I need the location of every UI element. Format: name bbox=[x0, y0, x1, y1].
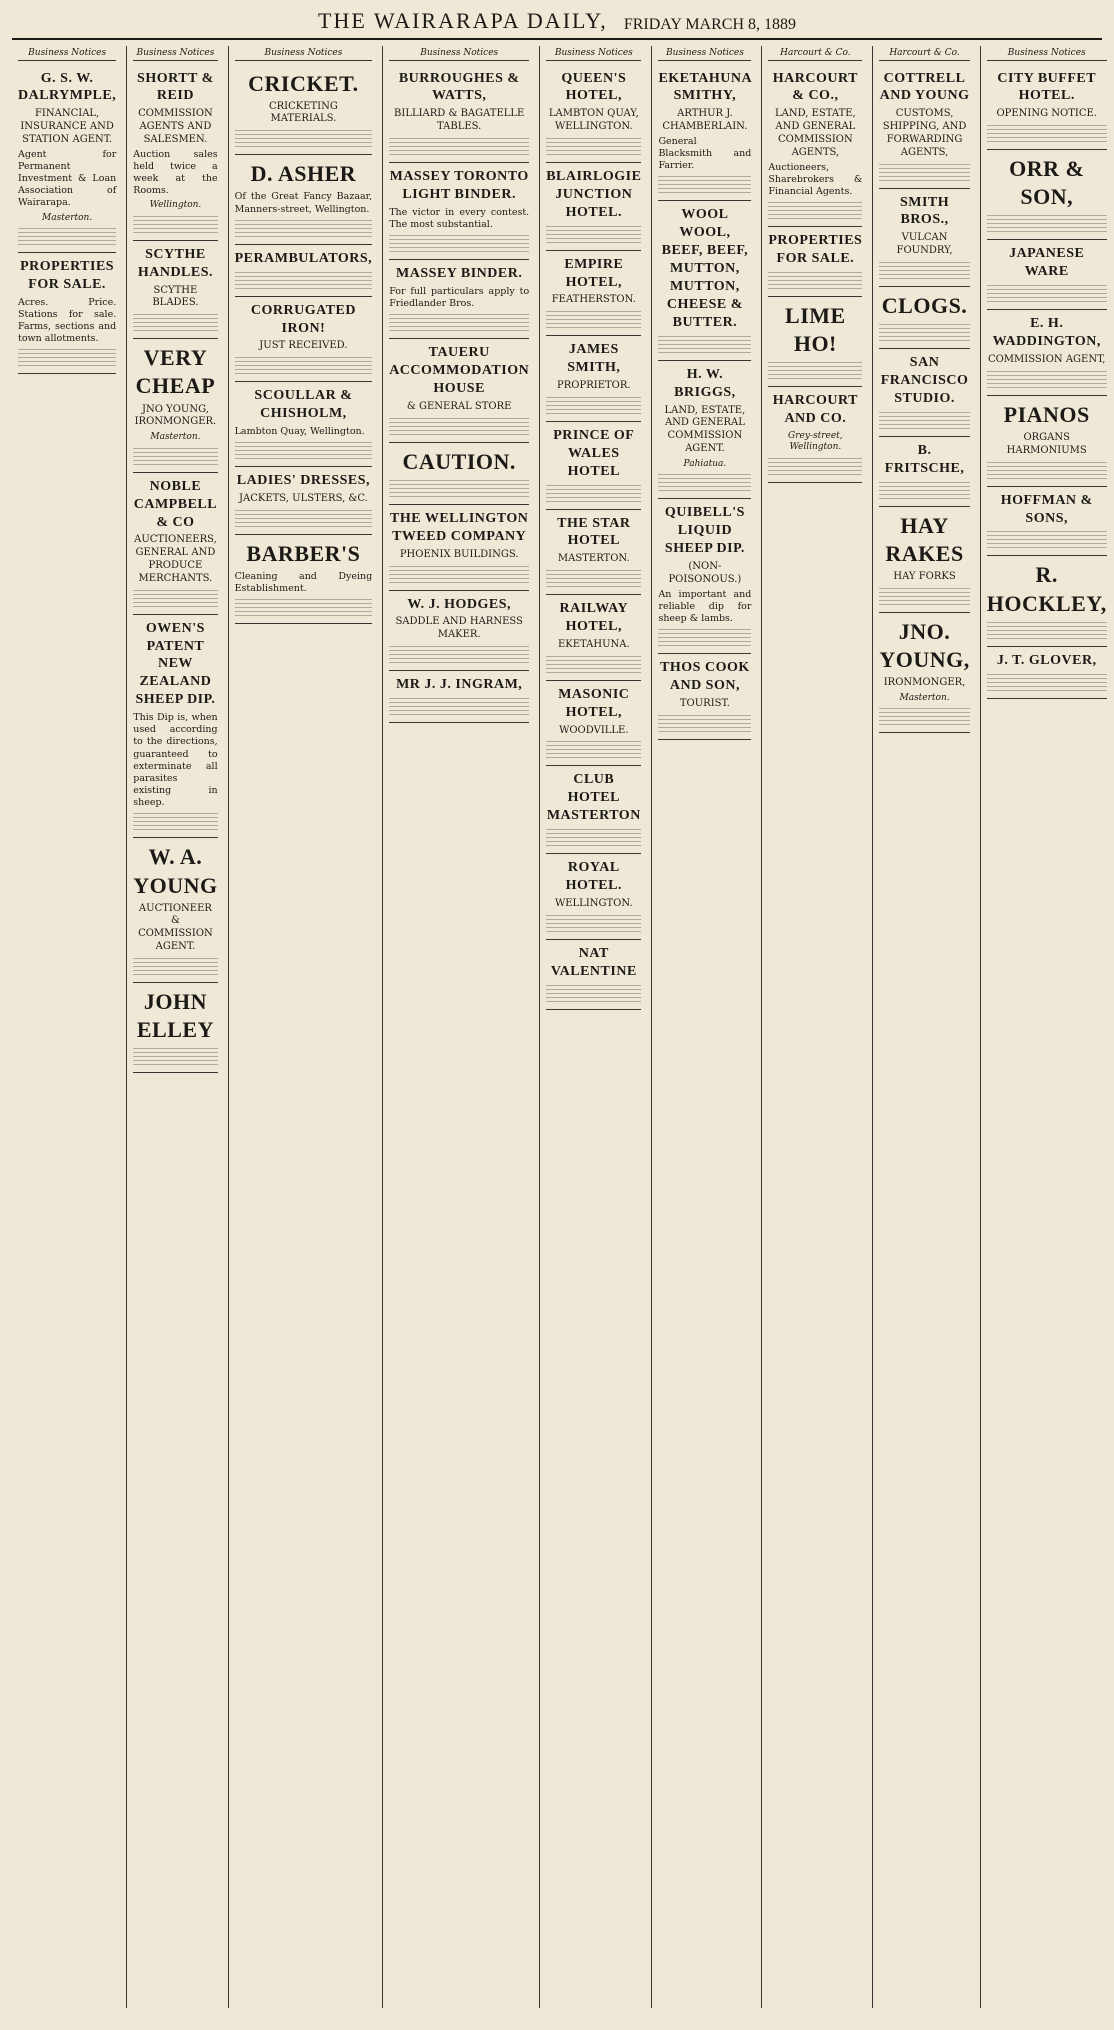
text-lines bbox=[235, 272, 373, 290]
text-lines bbox=[235, 510, 373, 528]
ad-subtitle: MASTERTON. bbox=[557, 553, 630, 565]
advertisement bbox=[546, 510, 641, 596]
ad-subtitle: TOURIST. bbox=[679, 697, 730, 709]
advertisement bbox=[768, 227, 862, 297]
text-lines bbox=[768, 458, 862, 476]
text-lines bbox=[546, 570, 641, 588]
text-lines bbox=[133, 958, 217, 976]
text-lines bbox=[389, 566, 529, 584]
advertisement bbox=[658, 361, 751, 500]
text-lines bbox=[879, 708, 969, 726]
advertisement bbox=[987, 150, 1107, 240]
ad-body: For full particulars apply to Friedlander Bros. bbox=[389, 285, 530, 310]
advertisement bbox=[658, 654, 751, 740]
text-lines bbox=[546, 138, 641, 156]
text-lines bbox=[768, 202, 862, 220]
newspaper-title: THE WAIRARAPA DAILY, bbox=[318, 8, 608, 33]
advertisement bbox=[879, 189, 969, 287]
ad-title: THE WELLINGTON TWEED COMPANY bbox=[390, 510, 529, 544]
ad-title: JAMES SMITH, bbox=[567, 342, 621, 376]
ad-title: MASSEY BINDER. bbox=[396, 266, 523, 282]
column-heading: Harcourt & Co. bbox=[768, 48, 862, 61]
text-lines bbox=[768, 362, 862, 380]
masthead bbox=[12, 8, 1102, 40]
ad-title: JAPANESE WARE bbox=[1009, 246, 1085, 280]
text-lines bbox=[879, 262, 969, 280]
text-lines bbox=[987, 531, 1107, 549]
text-lines bbox=[546, 226, 641, 244]
ad-body: The victor in every contest. The most substantial. bbox=[389, 206, 530, 230]
ad-title: CLOGS. bbox=[881, 292, 968, 318]
ad-title: VERY CHEAP bbox=[135, 345, 216, 399]
ad-title: SCYTHE HANDLES. bbox=[137, 246, 214, 280]
column-4 bbox=[382, 46, 535, 2008]
column-9 bbox=[980, 46, 1113, 2008]
ad-title: CITY BUFFET HOTEL. bbox=[997, 70, 1097, 104]
ad-location: Masterton. bbox=[899, 692, 950, 703]
ad-location: Masterton. bbox=[150, 432, 201, 443]
text-lines bbox=[133, 590, 217, 608]
column-8 bbox=[872, 46, 975, 2008]
advertisement bbox=[235, 535, 373, 624]
ad-title: J. T. GLOVER, bbox=[996, 652, 1097, 668]
text-lines bbox=[389, 480, 529, 498]
advertisement bbox=[389, 505, 529, 591]
advertisement bbox=[235, 245, 373, 297]
ad-title: BLAIRLOGIE JUNCTION HOTEL. bbox=[546, 168, 642, 220]
ad-title: CORRUGATED IRON! bbox=[250, 302, 356, 336]
text-lines bbox=[658, 474, 751, 492]
ad-title: PIANOS bbox=[1003, 401, 1090, 427]
ad-title: TAUERU ACCOMMODATION HOUSE bbox=[389, 345, 530, 397]
ad-location: Grey-street, Wellington. bbox=[788, 430, 843, 453]
advertisement bbox=[133, 241, 217, 339]
column-7 bbox=[761, 46, 868, 2008]
advertisement bbox=[235, 65, 373, 156]
ad-title: JOHN ELLEY bbox=[136, 988, 214, 1043]
advertisement bbox=[879, 349, 969, 437]
advertisement bbox=[987, 556, 1107, 646]
column-heading: Business Notices bbox=[389, 48, 529, 61]
advertisement bbox=[879, 65, 969, 189]
advertisement bbox=[235, 382, 373, 467]
ad-subtitle: FEATHERSTON. bbox=[551, 294, 636, 306]
text-lines bbox=[546, 915, 641, 933]
column-heading: Business Notices bbox=[133, 48, 217, 61]
ad-title: QUEEN'S HOTEL, bbox=[561, 70, 627, 104]
text-lines bbox=[133, 813, 217, 831]
ad-subtitle: SADDLE AND HARNESS MAKER. bbox=[395, 616, 523, 641]
ad-title: W. A. YOUNG bbox=[133, 844, 218, 898]
ad-title: PROPERTIES FOR SALE. bbox=[20, 259, 115, 292]
ad-title: D. ASHER bbox=[250, 161, 357, 187]
ad-body: Of the Great Fancy Bazaar, Manners-street, Wellington. bbox=[234, 191, 373, 215]
text-lines bbox=[235, 220, 373, 238]
ad-title: G. S. W. DALRYMPLE, bbox=[18, 70, 117, 104]
ad-subtitle: CUSTOMS, SHIPPING, AND FORWARDING AGENTS, bbox=[882, 108, 967, 158]
advertisement bbox=[389, 671, 529, 723]
ad-subtitle: EKETAHUNA. bbox=[557, 639, 630, 650]
text-lines bbox=[658, 176, 751, 194]
text-lines bbox=[546, 311, 641, 329]
text-lines bbox=[879, 588, 969, 606]
advertisement bbox=[546, 766, 641, 854]
advertisement bbox=[879, 613, 969, 734]
text-lines bbox=[18, 349, 116, 367]
ad-title: SHORTT & REID bbox=[137, 70, 214, 104]
advertisement bbox=[546, 940, 641, 1010]
issue-date: FRIDAY MARCH 8, 1889 bbox=[623, 16, 796, 33]
ad-body: Auctioneers, Sharebrokers & Financial Agents. bbox=[768, 161, 863, 197]
ad-body: Auction sales held twice a week at the Rooms. bbox=[133, 148, 218, 197]
text-lines bbox=[987, 215, 1107, 233]
text-lines bbox=[987, 285, 1107, 303]
text-lines bbox=[987, 622, 1107, 640]
ad-subtitle: JUST RECEIVED. bbox=[259, 340, 348, 352]
ad-title: MASONIC HOTEL, bbox=[558, 686, 630, 720]
advertisement bbox=[235, 467, 373, 535]
text-lines bbox=[546, 485, 641, 503]
ad-subtitle: PROPRIETOR. bbox=[557, 380, 631, 392]
ad-location: Wellington. bbox=[149, 200, 202, 211]
advertisement bbox=[389, 163, 529, 260]
ad-title: WOOL WOOL, BEEF, BEEF, MUTTON, MUTTON, CHEESE & BUTTER. bbox=[661, 207, 749, 330]
ad-subtitle: AUCTIONEER & COMMISSION AGENT. bbox=[138, 902, 213, 953]
advertisement bbox=[546, 336, 641, 422]
ad-subtitle: LAND, ESTATE, AND GENERAL COMMISSION AGENT. bbox=[664, 404, 746, 454]
advertisement bbox=[987, 487, 1107, 557]
ad-subtitle: AUCTIONEERS, GENERAL AND PRODUCE MERCHANTS. bbox=[134, 534, 217, 584]
columns bbox=[12, 46, 1107, 2008]
advertisement bbox=[546, 163, 641, 251]
advertisement bbox=[133, 615, 217, 839]
ad-title: BARBER'S bbox=[246, 540, 361, 566]
text-lines bbox=[879, 482, 969, 500]
ad-body: Acres. Price. Stations for sale. Farms, sections and town allotments. bbox=[18, 296, 117, 345]
ad-title: LADIES' DRESSES, bbox=[236, 473, 371, 489]
ad-title: E. H. WADDINGTON, bbox=[992, 316, 1101, 350]
text-lines bbox=[389, 646, 529, 664]
advertisement bbox=[389, 339, 529, 443]
text-lines bbox=[133, 448, 217, 466]
ad-subtitle: SCYTHE BLADES. bbox=[152, 284, 199, 309]
ad-subtitle: FINANCIAL, INSURANCE AND STATION AGENT. bbox=[20, 108, 114, 145]
advertisement bbox=[133, 65, 217, 241]
advertisement bbox=[879, 287, 969, 349]
column-heading: Harcourt & Co. bbox=[879, 48, 969, 61]
ad-subtitle: WELLINGTON. bbox=[554, 897, 633, 909]
text-lines bbox=[546, 985, 641, 1003]
ad-title: HARCOURT & CO., bbox=[772, 70, 858, 104]
ad-body: General Blacksmith and Farrier. bbox=[658, 135, 752, 172]
ad-location: Pahiatua. bbox=[683, 458, 727, 469]
text-lines bbox=[987, 125, 1107, 143]
advertisement bbox=[658, 499, 751, 654]
ad-subtitle: IRONMONGER, bbox=[883, 677, 966, 689]
text-lines bbox=[546, 741, 641, 759]
ad-subtitle: WOODVILLE. bbox=[559, 724, 629, 736]
advertisement bbox=[658, 201, 751, 360]
ad-title: CLUB HOTEL MASTERTON bbox=[546, 772, 641, 824]
column-1 bbox=[12, 46, 122, 2008]
advertisement bbox=[987, 65, 1107, 151]
ad-subtitle: LAND, ESTATE, AND GENERAL COMMISSION AGENTS, bbox=[775, 108, 856, 158]
advertisement bbox=[658, 65, 751, 202]
text-lines bbox=[235, 599, 373, 617]
ad-title: PERAMBULATORS, bbox=[234, 250, 373, 266]
text-lines bbox=[879, 164, 969, 182]
ad-subtitle: COMMISSION AGENT, bbox=[987, 354, 1106, 366]
advertisement bbox=[987, 310, 1107, 396]
ad-subtitle: (NON-POISONOUS.) bbox=[668, 560, 742, 585]
column-6 bbox=[651, 46, 757, 2008]
advertisement bbox=[546, 854, 641, 940]
ad-body: Cleaning and Dyeing Establishment. bbox=[234, 571, 373, 595]
text-lines bbox=[389, 314, 529, 332]
ad-title: SCOULLAR & CHISHOLM, bbox=[254, 388, 353, 422]
ad-subtitle: HAY FORKS bbox=[893, 570, 956, 582]
ad-subtitle: VULCAN FOUNDRY, bbox=[896, 232, 953, 257]
column-2 bbox=[126, 46, 223, 2008]
ad-body: Lambton Quay, Wellington. bbox=[234, 426, 365, 438]
ad-subtitle: LAMBTON QUAY, WELLINGTON. bbox=[548, 108, 639, 133]
ad-subtitle: BILLIARD & BAGATELLE TABLES. bbox=[394, 108, 525, 133]
ad-subtitle: CRICKETING MATERIALS. bbox=[268, 100, 338, 125]
ad-subtitle: PHOENIX BUILDINGS. bbox=[399, 548, 519, 560]
ad-title: QUIBELL'S LIQUID SHEEP DIP. bbox=[664, 505, 745, 557]
advertisement bbox=[987, 396, 1107, 487]
ad-body: This Dip is, when used according to the directions, guaranteed to exterminate all parasites existing in sheep. bbox=[133, 712, 218, 809]
ad-body: Agent for Permanent Investment & Loan Association of Wairarapa. bbox=[18, 148, 117, 209]
ad-title: MR J. J. INGRAM, bbox=[396, 677, 523, 693]
text-lines bbox=[879, 412, 969, 430]
ad-subtitle: ORGANS HARMONIUMS bbox=[1006, 432, 1087, 456]
text-lines bbox=[389, 138, 529, 156]
ad-title: THOS COOK AND SON, bbox=[660, 660, 750, 693]
ad-subtitle: ARTHUR J. CHAMBERLAIN. bbox=[662, 108, 748, 133]
ad-title: SAN FRANCISCO STUDIO. bbox=[880, 355, 969, 406]
advertisement bbox=[768, 297, 862, 387]
ad-title: RAILWAY HOTEL, bbox=[559, 601, 629, 635]
advertisement bbox=[133, 838, 217, 983]
ad-title: BURROUGHES & WATTS, bbox=[398, 70, 520, 104]
ad-body: An important and reliable dip for sheep & lambs. bbox=[658, 588, 752, 624]
ad-title: HARCOURT AND CO. bbox=[772, 393, 858, 427]
advertisement bbox=[546, 681, 641, 767]
ad-title: EKETAHUNA SMITHY, bbox=[658, 70, 753, 104]
column-heading: Business Notices bbox=[987, 48, 1107, 61]
ad-subtitle: COMMISSION AGENTS AND SALESMEN. bbox=[138, 108, 213, 145]
ad-title: W. J. HODGES, bbox=[407, 596, 511, 612]
column-5 bbox=[539, 46, 647, 2008]
text-lines bbox=[235, 130, 373, 148]
text-lines bbox=[546, 397, 641, 415]
ad-subtitle: JACKETS, ULSTERS, &C. bbox=[238, 493, 368, 505]
advertisement bbox=[879, 437, 969, 507]
advertisement bbox=[389, 65, 529, 163]
text-lines bbox=[133, 216, 217, 234]
advertisement bbox=[546, 65, 641, 163]
ad-title: THE STAR HOTEL bbox=[557, 515, 631, 549]
ad-title: PROPERTIES FOR SALE. bbox=[768, 232, 863, 266]
advertisement bbox=[235, 297, 373, 383]
ad-title: NOBLE CAMPBELL & CO bbox=[133, 478, 218, 530]
advertisement bbox=[133, 339, 217, 472]
advertisement bbox=[133, 983, 217, 1073]
advertisement bbox=[546, 251, 641, 337]
ad-location: Masterton. bbox=[42, 212, 93, 223]
advertisement bbox=[133, 473, 217, 615]
text-lines bbox=[389, 698, 529, 716]
column-heading: Business Notices bbox=[235, 48, 373, 61]
text-lines bbox=[987, 462, 1107, 480]
text-lines bbox=[658, 715, 751, 733]
advertisement bbox=[546, 595, 641, 681]
ad-title: ORR & SON, bbox=[1009, 156, 1085, 210]
advertisement bbox=[389, 443, 529, 505]
text-lines bbox=[658, 336, 751, 354]
advertisement bbox=[235, 155, 373, 244]
ad-title: MASSEY TORONTO LIGHT BINDER. bbox=[389, 168, 529, 202]
text-lines bbox=[879, 324, 969, 342]
advertisement bbox=[18, 65, 116, 254]
ad-title: ROYAL HOTEL. bbox=[565, 860, 622, 894]
ad-title: LIME HO! bbox=[785, 302, 846, 356]
advertisement bbox=[18, 253, 116, 374]
text-lines bbox=[18, 228, 116, 246]
text-lines bbox=[546, 656, 641, 674]
advertisement bbox=[389, 260, 529, 339]
text-lines bbox=[546, 829, 641, 847]
text-lines bbox=[389, 235, 529, 253]
advertisement bbox=[879, 507, 969, 613]
ad-title: B. FRITSCHE, bbox=[884, 442, 965, 476]
column-heading: Business Notices bbox=[18, 48, 116, 61]
ad-title: PRINCE OF WALES HOTEL bbox=[553, 427, 635, 479]
advertisement bbox=[987, 240, 1107, 310]
ad-title: CAUTION. bbox=[402, 448, 516, 474]
ad-subtitle: & GENERAL STORE bbox=[406, 400, 512, 412]
advertisement bbox=[987, 647, 1107, 699]
ad-title: R. HOCKLEY, bbox=[986, 562, 1107, 616]
advertisement bbox=[768, 387, 862, 483]
text-lines bbox=[987, 371, 1107, 389]
ad-title: H. W. BRIGGS, bbox=[674, 366, 736, 400]
advertisement bbox=[389, 591, 529, 672]
text-lines bbox=[235, 357, 373, 375]
text-lines bbox=[133, 1048, 217, 1066]
ad-title: COTTRELL AND YOUNG bbox=[879, 70, 970, 104]
text-lines bbox=[987, 674, 1107, 692]
text-lines bbox=[389, 418, 529, 436]
text-lines bbox=[235, 442, 373, 460]
ad-title: HAY RAKES bbox=[885, 512, 964, 566]
column-3 bbox=[228, 46, 379, 2008]
ad-title: NAT VALENTINE bbox=[550, 945, 637, 979]
text-lines bbox=[133, 314, 217, 332]
advertisement bbox=[768, 65, 862, 227]
ad-subtitle: JNO YOUNG, IRONMONGER. bbox=[134, 403, 217, 428]
ad-title: OWEN'S PATENT NEW ZEALAND SHEEP DIP. bbox=[135, 620, 216, 708]
column-heading: Business Notices bbox=[658, 48, 751, 61]
advertisement bbox=[546, 422, 641, 510]
ad-title: CRICKET. bbox=[248, 70, 359, 96]
ad-title: JNO. YOUNG, bbox=[879, 618, 970, 672]
ad-title: SMITH BROS., bbox=[899, 194, 950, 228]
text-lines bbox=[768, 272, 862, 290]
text-lines bbox=[658, 629, 751, 647]
ad-subtitle: OPENING NOTICE. bbox=[996, 108, 1097, 120]
ad-title: HOFFMAN & SONS, bbox=[1000, 492, 1093, 526]
column-heading: Business Notices bbox=[546, 48, 641, 61]
ad-title: EMPIRE HOTEL, bbox=[564, 256, 624, 290]
